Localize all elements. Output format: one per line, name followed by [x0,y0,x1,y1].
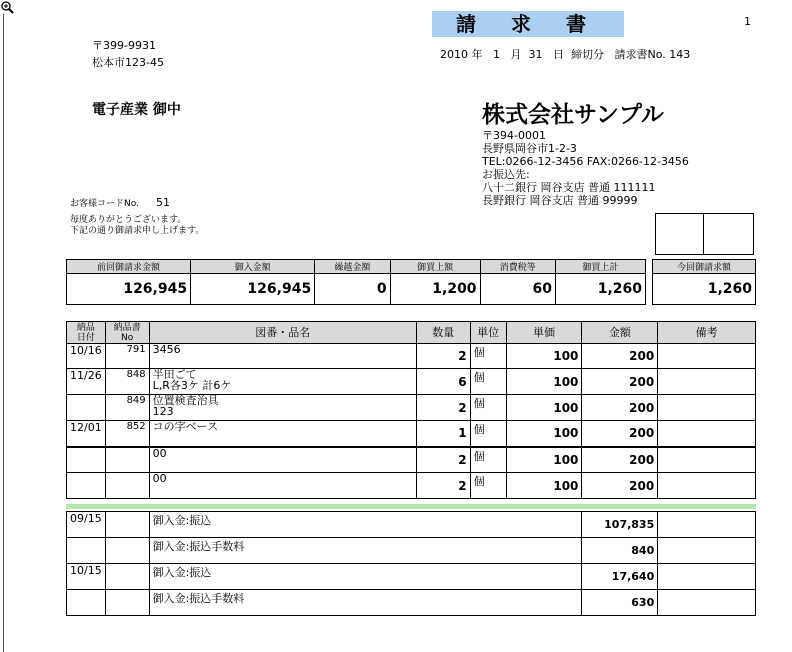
year-unit: 年 [471,48,483,61]
payment-row [67,512,756,538]
item-name-line2: L,R各3ケ 計6ケ [152,379,232,392]
invoice-no: 143 [669,48,691,61]
col-date-label: 納品 日付 [76,322,95,343]
section-divider [66,504,756,509]
item-amount: 200 [582,447,658,473]
item-qty: 1 [416,421,470,447]
summary-table [66,259,646,305]
summary-header: 繰越金額 [315,260,390,274]
payment-note [658,512,756,538]
item-name [149,369,416,395]
item-price: 100 [506,369,582,395]
cutoff-label: 締切分 [571,48,604,61]
summary-value: 60 [480,274,555,305]
day: 31 [528,48,543,61]
item-price: 100 [506,473,582,499]
item-name-line1: 半田ごて [152,368,197,381]
item-price: 100 [506,421,582,447]
payment-date [67,590,106,616]
payment-row [67,564,756,590]
summary-header: 消費税等 [480,260,555,274]
payment-no [105,512,149,538]
payment-note [658,538,756,564]
month-unit: 月 [510,48,522,61]
item-note [658,421,756,447]
col-date [67,322,106,344]
payment-date: 10/15 [67,564,106,590]
item-unit: 個 [470,395,506,421]
items-table [66,321,756,499]
company-name: 株式会社サンプル [482,102,664,128]
col-no [105,322,149,344]
payment-amount: 17,640 [582,564,658,590]
page-edge [3,14,4,652]
payment-no [105,564,149,590]
item-note [658,395,756,421]
summary-header: 御入金額 [191,260,315,274]
page-number: 1 [744,15,751,28]
company-info: 〒394-0001 長野県岡谷市1-2-3 TEL:0266-12-3456 FAX:0266-12-3456 お振込先: 八十二銀行 岡谷支店 普通 111111 長野銀行 岡谷支店 普通 99999 [482,129,689,207]
item-date: 11/26 [67,369,106,395]
item-no: 852 [105,421,149,447]
item-unit: 個 [470,344,506,369]
item-name [149,421,416,447]
item-no: 849 [105,395,149,421]
summary-value: 1,260 [555,274,645,305]
payment-note [658,590,756,616]
col-qty: 数量 [416,322,470,344]
item-amount: 200 [582,344,658,369]
col-name: 図番・品名 [149,322,416,344]
payment-amount: 630 [582,590,658,616]
customer-zip: 〒399-9931 [92,39,156,52]
customer-name: 電子産業 御中 [92,102,181,118]
item-date [67,395,106,421]
item-price: 100 [506,447,582,473]
payment-desc: 御入金:振込手数料 [149,538,582,564]
item-amount: 200 [582,395,658,421]
total-table [652,259,756,305]
payment-row [67,538,756,564]
item-unit: 個 [470,447,506,473]
summary-value: 0 [315,274,390,305]
col-unit: 単位 [470,322,506,344]
item-name [149,447,416,473]
item-date: 10/16 [67,344,106,369]
summary-header: 御買上計 [555,260,645,274]
item-note [658,473,756,499]
customer-address: 松本市123-45 [92,56,164,69]
greeting-text: 毎度ありがとうございます。 下記の通り御請求申し上げます。 [70,215,205,236]
item-qty: 2 [416,447,470,473]
item-unit: 個 [470,369,506,395]
payment-note [658,564,756,590]
item-name-line1: 00 [152,446,167,460]
table-row [67,395,756,421]
col-amount: 金額 [582,322,658,344]
stamp-box [655,213,754,255]
item-no: 848 [105,369,149,395]
item-name-line1: 00 [152,472,167,485]
item-name-line1: 位置検査治具 [152,394,219,407]
invoice-no-label: 請求書No. [614,48,666,61]
table-row [67,473,756,499]
table-row [67,447,756,473]
table-row [67,344,756,369]
item-name-line1: 3456 [152,343,181,356]
item-name-line1: コの字ベース [152,420,219,433]
year: 2010 [440,48,468,61]
payment-amount: 840 [582,538,658,564]
payment-desc: 御入金:振込 [149,564,582,590]
day-unit: 日 [553,48,564,61]
item-note [658,344,756,369]
table-row [67,369,756,395]
col-no-label: 納品書 No [113,322,141,343]
summary-value: 126,945 [67,274,191,305]
summary-header: 前回御請求金額 [67,260,191,274]
item-qty: 6 [416,369,470,395]
item-name [149,395,416,421]
document-title: 請 求 書 [432,11,624,37]
item-note [658,447,756,473]
item-amount: 200 [582,473,658,499]
col-price: 単価 [506,322,582,344]
item-no [105,473,149,499]
item-qty: 2 [416,395,470,421]
payment-no [105,538,149,564]
item-amount: 200 [582,369,658,395]
payments-table [66,511,756,616]
item-price: 100 [506,344,582,369]
item-unit: 個 [470,421,506,447]
summary-header: 御買上額 [390,260,480,274]
summary-value: 126,945 [191,274,315,305]
zoom-icon[interactable] [0,0,14,14]
total-value: 1,260 [653,274,756,305]
payment-desc: 御入金:振込手数料 [149,590,582,616]
item-date: 12/01 [67,421,106,447]
item-date [67,473,106,499]
payment-date: 09/15 [67,512,106,538]
item-date [67,447,106,473]
customer-code: 51 [156,196,170,209]
payment-desc: 御入金:振込 [149,512,582,538]
item-amount: 200 [582,421,658,447]
customer-code-label: お客様コードNo. [70,199,139,209]
payment-row [67,590,756,616]
item-qty: 2 [416,473,470,499]
item-name-line2: 123 [152,405,174,418]
item-name [149,473,416,499]
item-name [149,344,416,369]
col-note: 備考 [658,322,756,344]
item-note [658,369,756,395]
item-unit: 個 [470,473,506,499]
summary-value: 1,200 [390,274,480,305]
item-no [105,447,149,473]
payment-date [67,538,106,564]
item-qty: 2 [416,344,470,369]
table-row [67,421,756,447]
date-line [440,46,690,62]
item-no: 791 [105,344,149,369]
month: 1 [493,48,500,61]
payment-amount: 107,835 [582,512,658,538]
payment-no [105,590,149,616]
total-header: 今回御請求額 [653,260,756,274]
item-price: 100 [506,395,582,421]
